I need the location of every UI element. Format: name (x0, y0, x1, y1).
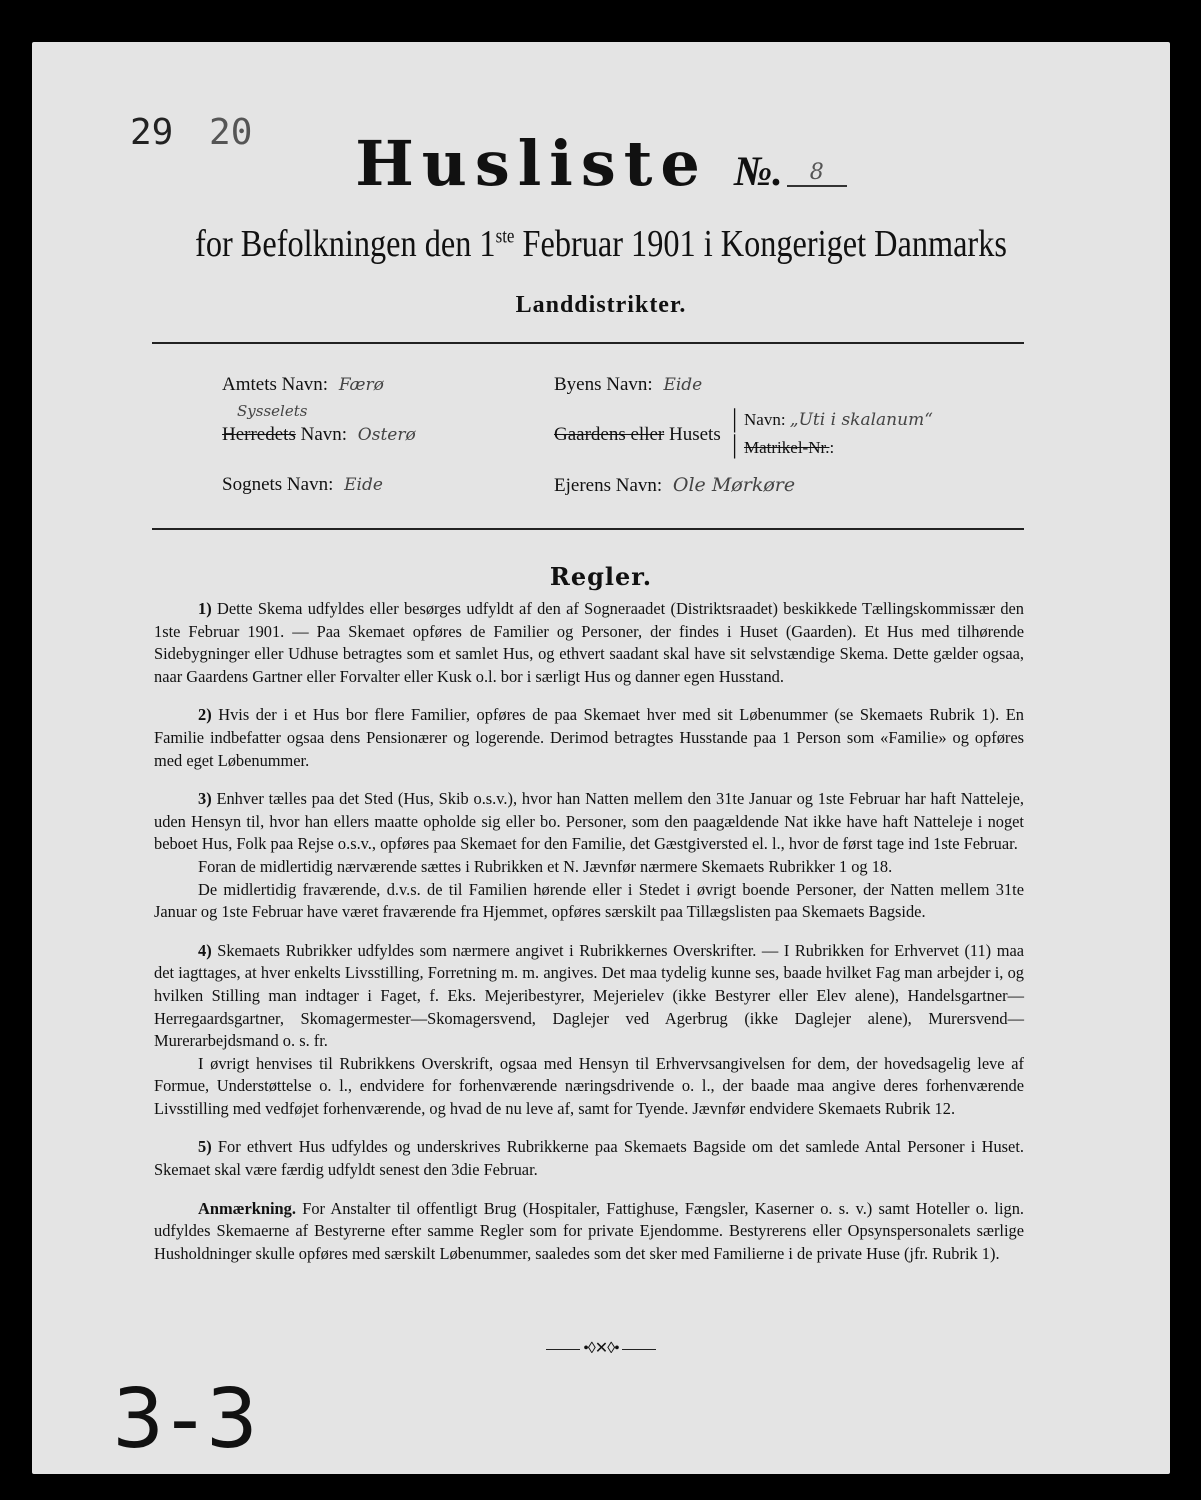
sogn-value: Eide (344, 475, 383, 495)
rule-2-number: 2) (198, 705, 212, 725)
annotation-label: Anmærkning. (198, 1198, 296, 1218)
rule-5-text: For ethvert Hus udfyldes og underskrives Rubrikkerne paa Skemaets Bagside om det samlede Antal Personer i Huset. Skemaet skal være færdig udfyldt senest den 3die Februar. (154, 1137, 1024, 1180)
gaard-label: Husets (664, 424, 721, 445)
rule-3b: Foran de midlertidig nærværende sættes i Rubrikken et N. Jævnfør nærmere Skemaets Rubrikker 1 og 18. (198, 856, 893, 876)
stamp-number-2: 20 (209, 112, 253, 153)
by-field (554, 374, 702, 396)
bracket-top: | (732, 404, 738, 433)
handwritten-footer: 3-3 (112, 1372, 264, 1467)
subtitle-pre: for Befolkningen den 1 (195, 223, 496, 265)
rule-4b: I øvrigt henvises til Rubrikkens Overskrift, ogsaa med Hensyn til Erhvervsangivelsen for dem, der hovedsagelig leve af Formue, Understøttelse o. l., endvidere for forhenværende næringsdrivende o. l., der baade maa angive deres forhenværende Livsstilling med vedføjet forhenværende, og hvad de nu leve af, samt for Tyende. Jævnfør endvidere Skemaets Rubrik 12. (154, 1053, 1024, 1118)
ornament-glyph: •◊✕◊• (583, 1340, 619, 1357)
bracket-bottom: | (732, 430, 738, 459)
form-title (32, 127, 1170, 200)
rule-5 (154, 1136, 1024, 1181)
matrikel-label-struck: Matrikel-Nr. (744, 438, 830, 457)
herred-field (222, 424, 416, 446)
rules-body (154, 598, 1024, 1265)
census-form-page (32, 42, 1170, 1474)
divider-top (152, 342, 1024, 344)
form-subtitle (117, 222, 1084, 266)
house-name-field (744, 410, 933, 430)
ornament-line-left (546, 1349, 580, 1350)
form-subtitle-2: Landdistrikter. (515, 292, 687, 318)
herred-label-struck: Herredets (222, 424, 296, 445)
gaard-label-struck: Gaardens eller (554, 424, 665, 445)
subtitle-sup: ste (495, 225, 515, 248)
stamp-number-1: 29 (130, 112, 174, 153)
rule-2-text: Hvis der i et Hus bor flere Familier, opføres de paa Skemaet hver med sit Løbenummer (se Skemaets Rubrik 1). En Familie indbefatter ogsaa dens Pensionærer og logerende. Derimod betragtes Husstande paa 1 Person som «Familie» og opføres med eget Løbenummer. (154, 705, 1024, 770)
amt-label: Amtets Navn: (222, 374, 329, 395)
rule-3-text: Enhver tælles paa det Sted (Hus, Skib o.s.v.), hvor han Natten mellem den 31te Januar og 1ste Februar har haft Natteleje, uden Hensyn til, hvor han ellers maatte opholde sig eller bo. Personer, som den paagældende Nat ikke have haft Natteleje i noget beboet Hus, Folk paa Rejse o.s.v., opføres paa Skemaet for den Familie, det Gæstgiversted el. l., hvor de først tage ind 1ste Februar. (154, 789, 1024, 854)
title-text: Husliste (355, 127, 708, 200)
rule-4 (154, 940, 1024, 1053)
rule-3 (154, 788, 1024, 856)
gaard-field (554, 424, 721, 446)
number-label: №. (733, 149, 783, 195)
herred-label: Navn: (295, 424, 348, 445)
ornament-line-right (622, 1349, 656, 1350)
matrikel-field (744, 438, 834, 458)
matrikel-colon: : (829, 438, 835, 457)
by-value: Eide (663, 375, 703, 395)
ornament-divider (32, 1338, 1170, 1358)
rules-heading: Regler. (549, 562, 653, 591)
house-name-label: Navn: (744, 410, 786, 429)
rule-3-number: 3) (198, 789, 212, 809)
rule-4-text: Skemaets Rubrikker udfyldes som nærmere angivet i Rubrikkernes Overskrifter. — I Rubrikken for Erhvervet (11) maa det iagttages, at hver enkelts Livsstilling, Forretning m. m. angives. Det maa tydelig kunne ses, baade hvilket Fag man arbejder i, og hvilken Stilling man indtager i Faget, f. Eks. Mejeribestyrer, Mejerielev (ikke Bestyrer eller Elev alene), Handelsgartner—Herregaardsgartner, Skomagermester—Skomagersvend, Daglejer ved Agerbrug (ikke Daglejer alene), Murersvend—Murerarbejdsmand o. s. fr. (154, 940, 1024, 1051)
rule-4-number: 4) (198, 940, 212, 960)
divider-bottom (152, 528, 1024, 530)
rule-1 (154, 598, 1024, 688)
herred-correction: Sysselets (237, 402, 308, 420)
rule-2 (154, 704, 1024, 772)
by-label: Byens Navn: (554, 374, 653, 395)
house-name-value: „Uti i skalanum“ (789, 410, 933, 430)
ejer-field (554, 474, 795, 497)
herred-value: Osterø (357, 425, 416, 445)
sogn-field (222, 474, 383, 496)
amt-field (222, 374, 384, 396)
rule-1-text: Dette Skema udfyldes eller besørges udfyldt af den af Sogneraadet (Distriktsraadet) beskikkede Tællingskommissær den 1ste Februar 1901. — Paa Skemaet opføres de Familier og Personer, der findes i Huset (Gaarden). Et Hus med tilhørende Sidebygninger eller Udhuse betragtes som et samlet Hus, og ethvert saadant skal have sit selvstændige Skema. Dette gælder ogsaa, naar Gaardens Gartner eller Forvalter eller Kusk o.l. bor i særligt Hus og danner egen Husstand. (154, 599, 1024, 686)
ejer-label: Ejerens Navn: (554, 475, 663, 496)
rule-1-number: 1) (198, 599, 212, 618)
amt-value: Færø (338, 375, 384, 395)
rule-3c: De midlertidig fraværende, d.v.s. de til Familien hørende eller i Stedet i øvrigt boende Personer, der Natten mellem 31te Januar og 1ste Februar have været fraværende fra Hjemmet, opføres særskilt paa Tillægslisten paa Skemaets Bagside. (154, 879, 1024, 922)
subtitle-post: Februar 1901 i Kongeriget Danmarks (514, 223, 1007, 265)
rule-5-number: 5) (198, 1137, 212, 1157)
ejer-value: Ole Mørkøre (672, 474, 796, 496)
annotation-text: For Anstalter til offentligt Brug (Hospitaler, Fattighuse, Fængsler, Kaserner o. s. v.) samt Hoteller o. lign. udfyldes Skemaerne af Bestyrerne efter samme Regler som for private Ejendomme. Bestyrerens eller Opsynspersonalets særlige Husholdninger skulle opføres med særskilt Løbenummer, saaledes som det sker med Familierne i de private Huse (jfr. Rubrik 1). (154, 1198, 1024, 1263)
annotation-note (154, 1198, 1024, 1266)
number-value: 8 (787, 160, 847, 187)
sogn-label: Sognets Navn: (222, 474, 334, 495)
